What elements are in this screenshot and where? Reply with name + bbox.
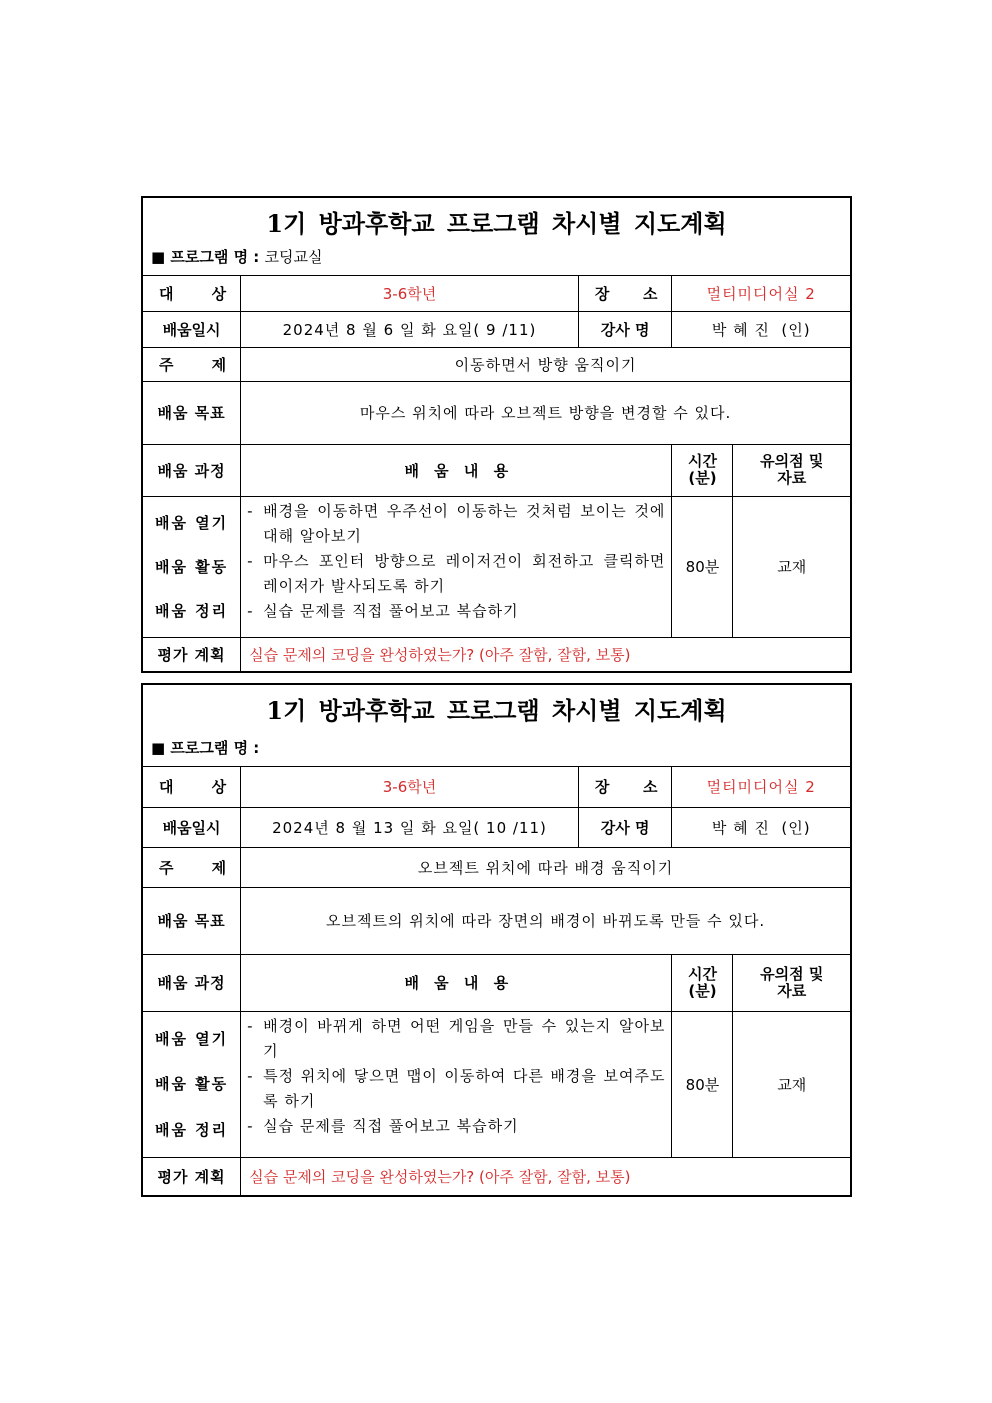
topic-value: 오브젝트 위치에 따라 배경 움직이기 <box>241 847 850 887</box>
program-name-row <box>151 246 323 267</box>
place-label: 장 소 <box>578 276 672 311</box>
program-name-row <box>151 737 259 758</box>
notes-value: 교재 <box>733 496 850 637</box>
teacher-label: 강사 명 <box>578 311 672 347</box>
teacher-value: 박 혜 진 (인) <box>672 311 850 347</box>
stage-opening: 배움 열기 <box>154 514 229 532</box>
date-label: 배움일시 <box>143 311 241 347</box>
time-value: 80분 <box>672 1011 733 1157</box>
plan-title: 1기 방과후학교 프로그램 차시별 지도계획 <box>266 209 727 238</box>
target-label: 대 상 <box>143 767 241 807</box>
list-item: - 실습 문제를 직접 풀어보고 복습하기 <box>247 1114 665 1139</box>
content-label: 배 움 내 용 <box>241 444 672 496</box>
content-label: 배 움 내 용 <box>241 954 672 1011</box>
list-item: - 마우스 포인터 방향으로 레이저건이 회전하고 클릭하면 레이저가 발사되도록 하기 <box>247 549 665 599</box>
stages-cell <box>143 1011 241 1157</box>
goal-label: 배움 목표 <box>143 887 241 954</box>
stage-activity: 배움 활동 <box>154 1075 229 1094</box>
content-list <box>241 497 671 626</box>
lesson-plan-1 <box>141 196 852 673</box>
stage-closing: 배움 정리 <box>154 602 229 620</box>
process-label: 배움 과정 <box>143 954 241 1011</box>
date-label: 배움일시 <box>143 807 241 847</box>
eval-label: 평가 계획 <box>143 637 241 671</box>
place-label: 장 소 <box>578 767 672 807</box>
time-value: 80분 <box>672 496 733 637</box>
list-item: - 배경을 이동하면 우주선이 이동하는 것처럼 보이는 것에 대해 알아보기 <box>247 499 665 549</box>
content-cell <box>241 496 672 637</box>
plan-header <box>143 685 850 767</box>
stage-closing: 배움 정리 <box>154 1121 229 1140</box>
eval-value: 실습 문제의 코딩을 완성하였는가? (아주 잘함, 잘함, 보통) <box>241 1157 850 1195</box>
place-value: 멀티미디어실 2 <box>672 767 850 807</box>
plan-table <box>143 276 850 671</box>
teacher-label: 강사 명 <box>578 807 672 847</box>
list-item: - 실습 문제를 직접 풀어보고 복습하기 <box>247 599 665 624</box>
stage-activity: 배움 활동 <box>154 558 229 576</box>
notes-value: 교재 <box>733 1011 850 1157</box>
place-value: 멀티미디어실 2 <box>672 276 850 311</box>
notes-label: 유의점 및 자료 <box>733 954 850 1011</box>
content-cell <box>241 1011 672 1157</box>
goal-value: 오브젝트의 위치에 따라 장면의 배경이 바뀌도록 만들 수 있다. <box>241 887 850 954</box>
target-value: 3-6학년 <box>241 767 579 807</box>
list-item: - 배경이 바뀌게 하면 어떤 게임을 만들 수 있는지 알아보기 <box>247 1014 665 1064</box>
teacher-value: 박 혜 진 (인) <box>672 807 850 847</box>
goal-label: 배움 목표 <box>143 381 241 444</box>
time-label: 시간 (분) <box>672 954 733 1011</box>
plan-header <box>143 198 850 276</box>
topic-value: 이동하면서 방향 움직이기 <box>241 347 850 381</box>
lesson-plan-2 <box>141 683 852 1197</box>
program-name-value: 코딩교실 <box>264 248 323 266</box>
process-label: 배움 과정 <box>143 444 241 496</box>
list-item: - 특정 위치에 닿으면 맵이 이동하여 다른 배경을 보여주도록 하기 <box>247 1064 665 1114</box>
eval-value: 실습 문제의 코딩을 완성하였는가? (아주 잘함, 잘함, 보통) <box>241 637 850 671</box>
stage-opening: 배움 열기 <box>154 1029 229 1048</box>
program-name-label: ■ 프로그램 명 : <box>151 248 260 266</box>
topic-label: 주 제 <box>143 347 241 381</box>
date-value: 2024년 8 월 6 일 화 요일( 9 /11) <box>241 311 579 347</box>
goal-value: 마우스 위치에 따라 오브젝트 방향을 변경할 수 있다. <box>241 381 850 444</box>
target-label: 대 상 <box>143 276 241 311</box>
date-value: 2024년 8 월 13 일 화 요일( 10 /11) <box>241 807 579 847</box>
plan-title: 1기 방과후학교 프로그램 차시별 지도계획 <box>266 696 727 725</box>
plan-table <box>143 767 850 1195</box>
stages-cell <box>143 496 241 637</box>
eval-label: 평가 계획 <box>143 1157 241 1195</box>
notes-label: 유의점 및 자료 <box>733 444 850 496</box>
target-value: 3-6학년 <box>241 276 579 311</box>
content-list <box>241 1012 671 1141</box>
program-name-label: ■ 프로그램 명 : <box>151 739 260 757</box>
time-label: 시간 (분) <box>672 444 733 496</box>
topic-label: 주 제 <box>143 847 241 887</box>
